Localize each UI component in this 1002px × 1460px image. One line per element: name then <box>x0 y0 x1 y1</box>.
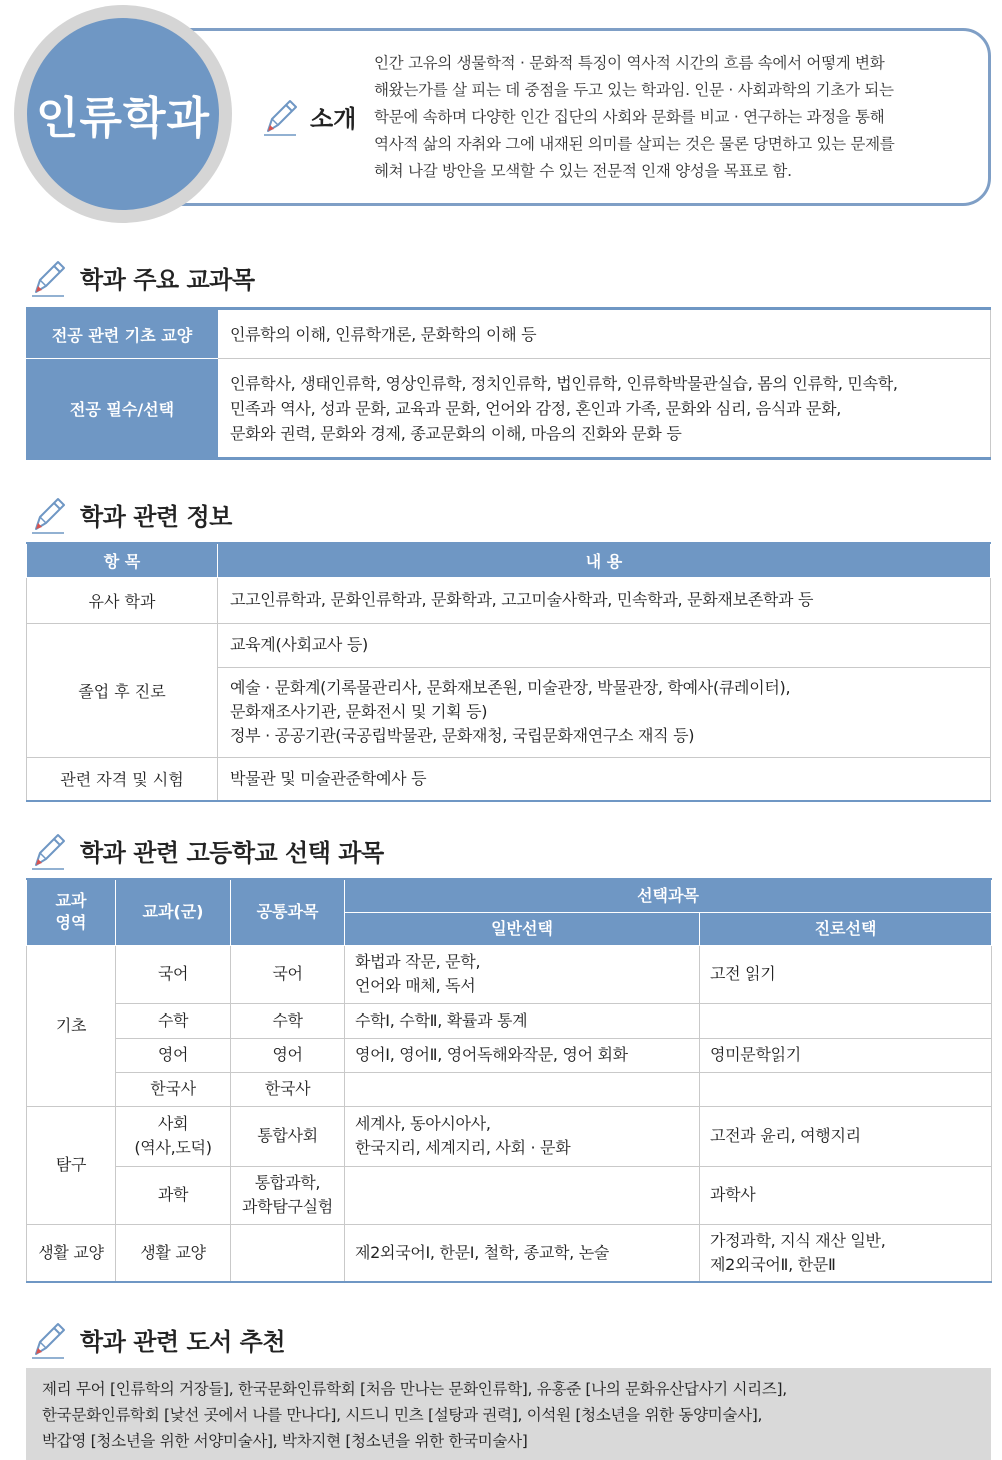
section-title: 학과 관련 도서 추천 <box>80 1327 286 1356</box>
subject-cell: 한국사 <box>116 1072 231 1106</box>
title-circle <box>27 18 219 210</box>
intro-header <box>0 0 1002 230</box>
area-cell: 탐구 <box>27 1106 116 1224</box>
table-row <box>27 945 992 1003</box>
row-value: 박물관 및 미술관준학예사 등 <box>218 757 991 801</box>
courses-table <box>26 307 991 460</box>
cell-line: 한국지리, 세계지리, 사회 · 문화 <box>355 1138 571 1157</box>
column-header <box>27 879 116 945</box>
table-header <box>27 543 991 577</box>
general-cell: 수학Ⅰ, 수학Ⅱ, 확률과 통계 <box>345 1003 700 1038</box>
table-row <box>27 309 991 359</box>
row-value <box>218 359 991 459</box>
table-row <box>27 1166 992 1224</box>
pencil-icon <box>26 1318 68 1360</box>
course-line: 민족과 역사, 성과 문화, 교육과 문화, 언어와 감정, 혼인과 가족, 문화와 심리, 음식과 문화, <box>230 398 842 418</box>
area-cell: 생활 교양 <box>27 1224 116 1282</box>
department-title: 인류학과 <box>35 93 210 144</box>
row-label: 전공 관련 기초 교양 <box>27 309 218 359</box>
common-cell <box>231 1224 345 1282</box>
common-cell: 한국사 <box>231 1072 345 1106</box>
row-value: 고고인류학과, 문화인류학과, 문화학과, 고고미술사학과, 민속학과, 문화재보존학과 등 <box>218 577 991 623</box>
table-row <box>27 1038 992 1072</box>
column-header: 공통과목 <box>231 879 345 945</box>
row-label: 전공 필수/선택 <box>27 359 218 459</box>
career-cell <box>700 1072 992 1106</box>
career-line: 정부 · 공공기관(국공립박물관, 문화재청, 국립문화재연구소 재직 등) <box>230 726 695 745</box>
common-cell: 통합사회 <box>231 1106 345 1166</box>
intro-line: 인간 고유의 생물학적 · 문화적 특징이 역사적 시간의 흐름 속에서 어떻게 변화 <box>374 54 885 72</box>
column-header: 내 용 <box>218 543 991 577</box>
row-label: 관련 자격 및 시험 <box>27 757 218 801</box>
pencil-icon <box>26 493 68 535</box>
common-cell: 수학 <box>231 1003 345 1038</box>
table-row <box>27 577 991 623</box>
area-cell: 기초 <box>27 945 116 1106</box>
section-title: 학과 주요 교과목 <box>80 265 255 294</box>
intro-line: 역사적 삶의 자취와 그에 내재된 의미를 살피는 것은 물론 당면하고 있는 문제를 <box>374 135 895 153</box>
course-line: 문화와 권력, 문화와 경제, 종교문화의 이해, 마음의 진화와 문화 등 <box>230 423 682 443</box>
intro-line: 학문에 속하며 다양한 인간 집단의 사회와 문화를 비교 · 연구하는 과정을 통해 <box>374 108 885 126</box>
cell-line: 화법과 작문, 문학, <box>355 952 481 971</box>
cell-line: 가정과학, 지식 재산 일반, <box>710 1230 886 1250</box>
row-value: 교육계(사회교사 등) <box>218 623 991 667</box>
pencil-icon <box>26 256 68 298</box>
info-table <box>26 542 991 802</box>
career-cell <box>700 1003 992 1038</box>
table-row <box>27 1106 992 1166</box>
intro-line: 해왔는가를 살 피는 데 중점을 두고 있는 학과임. 인문 · 사회과학의 기초가 되는 <box>374 81 894 99</box>
header-line: 영역 <box>55 913 87 933</box>
row-value: 인류학의 이해, 인류학개론, 문화학의 이해 등 <box>218 309 991 359</box>
common-cell: 국어 <box>231 945 345 1003</box>
book-line: 박갑영 [청소년을 위한 서양미술사], 박차지현 [청소년을 위한 한국미술사] <box>42 1432 528 1450</box>
subject-cell: 생활 교양 <box>116 1224 231 1282</box>
subject-cell: 과학 <box>116 1166 231 1224</box>
book-line: 제리 무어 [인류학의 거장들], 한국문화인류학회 [처음 만나는 문화인류학], 유홍준 [나의 문화유산답사기 시리즈], <box>42 1380 787 1398</box>
career-cell: 과학사 <box>700 1166 992 1224</box>
general-cell <box>345 1166 700 1224</box>
book-recommendations <box>26 1368 991 1460</box>
table-row <box>27 359 991 459</box>
column-header: 일반선택 <box>345 912 700 945</box>
general-cell <box>345 1106 700 1166</box>
cell-line: 사회 <box>157 1114 189 1133</box>
section-title: 학과 관련 고등학교 선택 과목 <box>80 838 384 867</box>
pencil-icon <box>26 829 68 871</box>
subject-cell: 영어 <box>116 1038 231 1072</box>
section-heading-info <box>26 493 232 535</box>
common-cell: 영어 <box>231 1038 345 1072</box>
column-header: 항 목 <box>27 543 218 577</box>
career-line: 예술 · 문화계(기록물관리사, 문화재보존원, 미술관장, 박물관장, 학예사(큐레이터), <box>230 678 791 697</box>
book-line: 한국문화인류학회 [낯선 곳에서 나를 만나다], 시드니 민츠 [설탕과 권력], 이석원 [청소년을 위한 동양미술사], <box>42 1406 763 1424</box>
cell-line: 세계사, 동아시아사, <box>355 1114 491 1133</box>
row-label: 유사 학과 <box>27 577 218 623</box>
column-header: 교과(군) <box>116 879 231 945</box>
general-cell: 제2외국어Ⅰ, 한문Ⅰ, 철학, 종교학, 논술 <box>345 1224 700 1282</box>
common-cell <box>231 1166 345 1224</box>
table-row <box>27 623 991 667</box>
cell-line: 언어와 매체, 독서 <box>355 976 476 995</box>
career-cell: 영미문학읽기 <box>700 1038 992 1072</box>
intro-heading <box>258 95 356 137</box>
table-row <box>27 1003 992 1038</box>
intro-line: 헤쳐 나갈 방안을 모색할 수 있는 전문적 인재 양성을 목표로 함. <box>374 162 792 180</box>
pencil-icon <box>258 95 300 137</box>
highschool-table <box>26 878 992 1283</box>
cell-line: 제2외국어Ⅱ, 한문Ⅱ <box>710 1254 836 1274</box>
row-label: 졸업 후 진로 <box>27 623 218 757</box>
table-row <box>27 757 991 801</box>
career-cell: 고전과 윤리, 여행지리 <box>700 1106 992 1166</box>
section-heading-courses <box>26 256 255 298</box>
subject-cell: 수학 <box>116 1003 231 1038</box>
general-cell <box>345 945 700 1003</box>
section-heading-highschool <box>26 829 384 871</box>
table-row <box>27 1224 992 1282</box>
cell-line: (역사,도덕) <box>134 1138 212 1157</box>
subject-cell <box>116 1106 231 1166</box>
column-header: 진로선택 <box>700 912 992 945</box>
general-cell <box>345 1072 700 1106</box>
course-line: 인류학사, 생태인류학, 영상인류학, 정치인류학, 법인류학, 인류학박물관실습, 몸의 인류학, 민속학, <box>230 373 898 393</box>
table-row <box>27 1072 992 1106</box>
cell-line: 과학탐구실험 <box>242 1197 333 1216</box>
general-cell: 영어Ⅰ, 영어Ⅱ, 영어독해와작문, 영어 회화 <box>345 1038 700 1072</box>
cell-line: 통합과학, <box>254 1173 321 1192</box>
row-value <box>218 667 991 757</box>
column-header: 선택과목 <box>345 879 992 912</box>
section-title: 학과 관련 정보 <box>80 502 232 531</box>
intro-text <box>374 50 974 185</box>
career-cell: 고전 읽기 <box>700 945 992 1003</box>
table-header <box>27 879 992 912</box>
subject-cell: 국어 <box>116 945 231 1003</box>
career-cell <box>700 1224 992 1282</box>
section-heading-books <box>26 1318 285 1360</box>
intro-label: 소개 <box>310 104 357 133</box>
career-line: 문화재조사기관, 문화전시 및 기획 등) <box>230 702 488 721</box>
header-line: 교과 <box>55 891 87 911</box>
